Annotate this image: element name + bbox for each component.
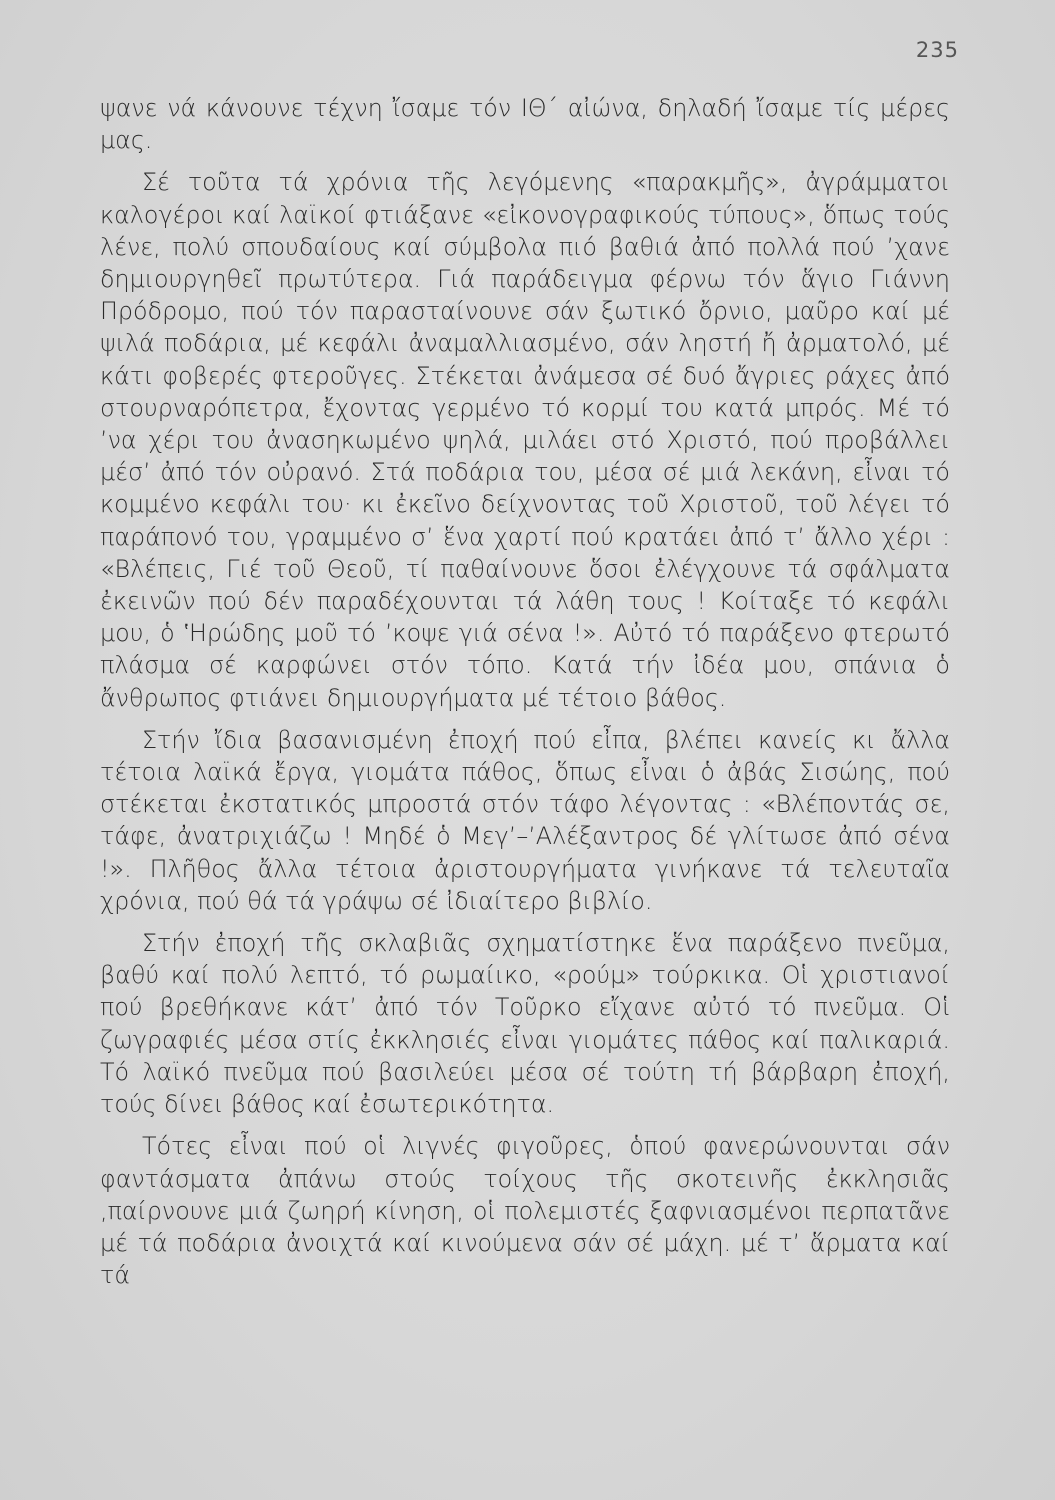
text-body	[100, 92, 950, 1301]
paragraph-5: Τότες εἶναι πού οἱ λιγνές φιγοῦρες, ὁπού φανερώνουνται σάν φαντάσματα ἀπάνω στούς τοίχους τῆς σκοτεινῆς ἐκκλησιᾶς ,παίρνουνε μιά ζωηρή κίνηση, οἱ πολεμιστές ξαφνιασμένοι περπατᾶνε μέ τά ποδάρια ἀνοιχτά καί κινούμενα σάν σέ μάχη. μέ τ’ ἅρματα καί τά	[100, 1132, 950, 1290]
paragraph-2: Σέ τοῦτα τά χρόνια τῆς λεγόμενης «παρακμῆς», ἀγράμματοι καλογέροι καί λαϊκοί φτιάξανε «εἰκονογραφικούς τύπους», ὅπως τούς λένε, πολύ σπουδαίους καί σύμβολα πιό βαθιά ἀπό πολλά πού ’χανε δημιουργηθεῖ πρωτύτερα. Γιά παράδειγμα φέρνω τόν ἅγιο Γιάννη Πρόδρομο, πού τόν παρασταίνουνε σάν ξωτικό ὄρνιο, μαῦρο καί μέ ψιλά ποδάρια, μέ κεφάλι ἀναμαλλιασμένο, σάν ληστή ἤ ἀρματολό, μέ κάτι φοβερές φτεροῦγες. Στέκεται ἀνάμεσα σέ δυό ἄγριες ράχες ἀπό στουρναρόπετρα, ἔχοντας γερμένο τό κορμί του κατά μπρός. Μέ τό ’να χέρι του ἀνασηκωμένο ψηλά, μιλάει στό Χριστό, πού προβάλλει μέσ’ ἀπό τόν οὐρανό. Στά ποδάρια του, μέσα σέ μιά λεκάνη, εἶναι τό κομμένο κεφάλι του· κι ἐκεῖνο δείχνοντας τοῦ Χριστοῦ, τοῦ λέγει τό παράπονό του, γραμμένο σ’ ἕνα χαρτί πού κρατάει ἀπό τ’ ἄλλο χέρι : «Βλέπεις, Γιέ τοῦ Θεοῦ, τί παθαίνουνε ὅσοι ἐλέγχουνε τά σφάλματα ἐκεινῶν πού δέν παραδέχουνται τά λάθη τους ! Κοίταξε τό κεφάλι μου, ὁ ʽΗρώδης μοῦ τό ’κοψε γιά σένα !». Αὐτό τό παράξενο φτερωτό πλάσμα σέ καρφώνει στόν τόπο. Κατά τήν ἰδέα μου, σπάνια ὁ ἄνθρωπος φτιάνει δημιουργήματα μέ τέτοιο βάθος.	[100, 168, 950, 712]
page-number: 235	[915, 38, 959, 62]
paragraph-3: Στήν ἴδια βασανισμένη ἐποχή πού εἶπα, βλέπει κανείς κι ἄλλα τέτοια λαϊκά ἔργα, γιομάτα πάθος, ὅπως εἶναι ὁ ἀβάς Σισώης, πού στέκεται ἐκστατικός μπροστά στόν τάφο λέγοντας : «Βλέποντάς σε, τάφε, ἀνατριχιάζω ! Μηδέ ὁ Μεγ’–’Αλέξαντρος δέ γλίτωσε ἀπό σένα !». Πλῆθος ἄλλα τέτοια ἀριστουργήματα γινήκανε τά τελευταῖα χρόνια, πού θά τά γράψω σέ ἰδιαίτερο βιβλίο.	[100, 725, 950, 915]
paragraph-4: Στήν ἐποχή τῆς σκλαβιᾶς σχηματίστηκε ἕνα παράξενο πνεῦμα, βαθύ καί πολύ λεπτό, τό ρωμαίικο, «ρούμ» τούρκικα. Οἱ χριστιανοί πού βρεθήκανε κάτ’ ἀπό τόν Τοῦρκο εἴχανε αὐτό τό πνεῦμα. Οἱ ζωγραφιές μέσα στίς ἐκκλησιές εἶναι γιομάτες πάθος καί παλικαριά. Τό λαϊκό πνεῦμα πού βασιλεύει μέσα σέ τούτη τή βάρβαρη ἐποχή, τούς δίνει βάθος καί ἐσωτερικότητα.	[100, 929, 950, 1119]
paragraph-1: ψανε νά κάνουνε τέχνη ἴσαμε τόν ΙΘ΄ αἰώνα, δηλαδή ἴσαμε τίς μέρες μας.	[100, 94, 950, 155]
